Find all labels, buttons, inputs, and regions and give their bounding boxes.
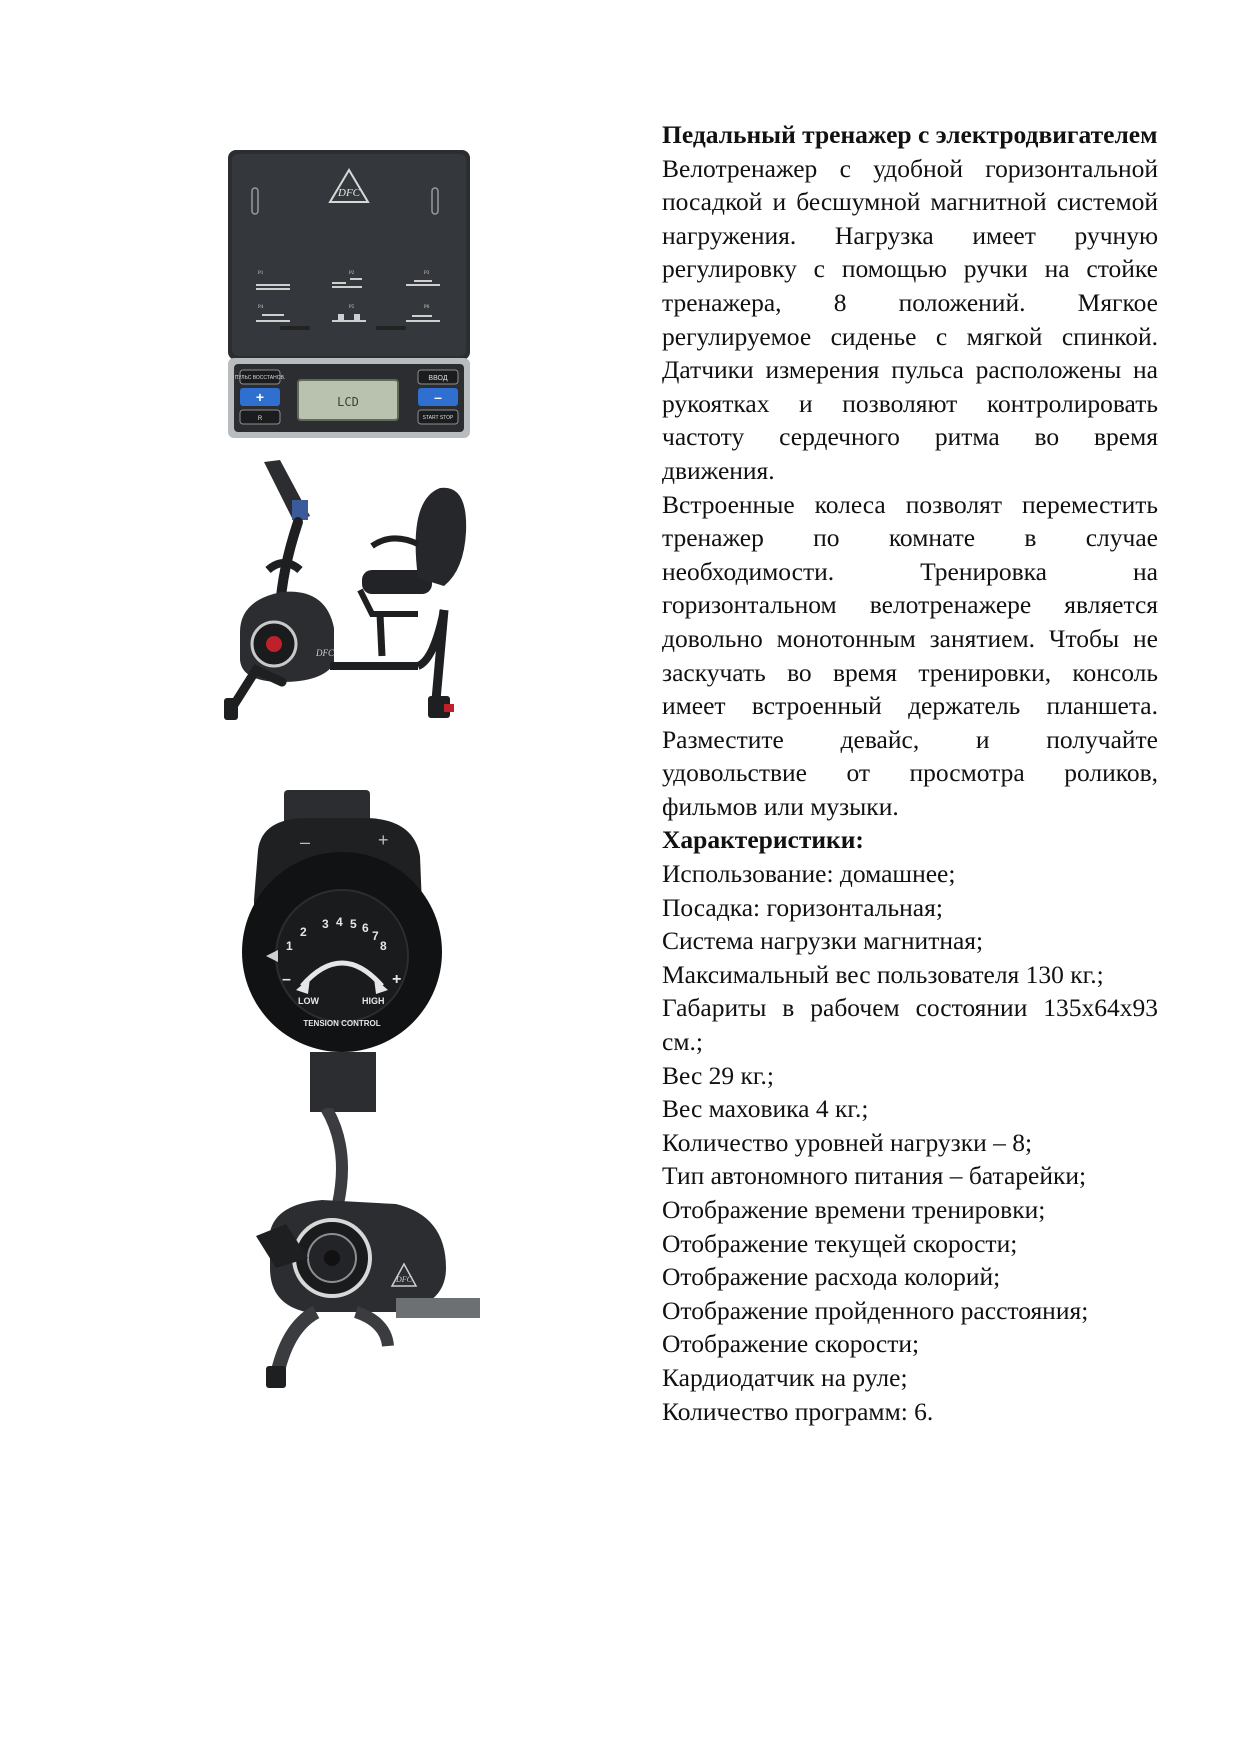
spec-item: Отображение скорости;: [662, 1329, 920, 1359]
svg-text:8: 8: [380, 939, 387, 953]
svg-text:+: +: [255, 389, 265, 405]
svg-text:P3: P3: [424, 271, 430, 276]
svg-text:–: –: [434, 389, 442, 405]
flywheel-brand-logo: DFC: [396, 1275, 412, 1284]
text-column: [662, 118, 1158, 1428]
spec-item: Отображение расхода колорий;: [662, 1262, 1001, 1292]
spec-item: Количество уровней нагрузки – 8;: [662, 1127, 1033, 1157]
description-paragraph-1: Велотренажер с удобной горизонтальной посадкой и бесшумной магнитной системой нагружения. Нагрузка имеет ручную регулировку с помощью ручки на стойке тренажера, 8 положений. Мягкое регулируемое сиденье с мягкой спинкой. Датчики измерения пульса расположены на рукоятках и позволяют контролировать частоту сердечного ритма во время движения.: [662, 153, 1158, 485]
spec-item: Максимальный вес пользователя 130 кг.;: [662, 959, 1104, 989]
document-title: Педальный тренажер с электродвигателем: [662, 120, 1158, 149]
console-photo: [226, 148, 472, 440]
svg-text:P2: P2: [349, 271, 355, 276]
svg-text:LCD: LCD: [337, 395, 359, 409]
housing-plus-label: +: [378, 830, 389, 850]
spec-item: Отображение времени тренировки;: [662, 1195, 1046, 1224]
spec-item: Посадка: горизонтальная;: [662, 892, 943, 922]
svg-text:P5: P5: [349, 305, 355, 310]
spec-item: Отображение пройденного расстояния;: [662, 1295, 1089, 1325]
pulse-button-label: ПУЛЬС ВОССТАНОВ.: [234, 375, 286, 381]
spec-item: Система нагрузки магнитная;: [662, 926, 984, 956]
svg-text:P6: P6: [424, 305, 430, 310]
svg-text:R: R: [257, 416, 263, 422]
svg-text:P4: P4: [258, 305, 264, 310]
svg-text:7: 7: [372, 929, 379, 943]
enter-button-label: ВВОД: [428, 375, 448, 382]
knob-caption: TENSION CONTROL: [303, 1019, 381, 1028]
spec-item: Использование: домашнее;: [662, 859, 956, 889]
bike-photo: [222, 460, 492, 724]
specs-list: [662, 857, 1158, 1428]
flywheel-photo: [246, 1108, 480, 1390]
svg-text:4: 4: [336, 915, 343, 929]
spec-item: Отображение текущей скорости;: [662, 1228, 1018, 1258]
svg-text:3: 3: [322, 917, 329, 931]
svg-text:6: 6: [362, 921, 369, 935]
svg-text:P1: P1: [258, 271, 264, 276]
tension-knob-photo: [238, 790, 448, 1112]
svg-text:START STOP: START STOP: [422, 415, 454, 421]
spec-item: Вес 29 кг.;: [662, 1060, 774, 1090]
console-brand-logo: DFC: [338, 187, 360, 199]
description-paragraph-2: Встроенные колеса позволят переместить тренажер по комнате в случае необходимости. Тренировка на горизонтальном велотренажере является довольно монотонным занятием. Чтобы не заскучать во время тренировки, консоль имеет встроенный держатель планшета. Разместите девайс, и получайте удовольствие от просмотра роликов, фильмов или музыки.: [662, 489, 1158, 821]
svg-text:1: 1: [286, 939, 293, 953]
housing-minus-label: –: [300, 832, 311, 852]
knob-plus-label: +: [392, 971, 402, 988]
spec-item: Кардиодатчик на руле;: [662, 1362, 908, 1392]
knob-minus-label: –: [282, 971, 291, 988]
spec-item: Количество программ: 6.: [662, 1396, 934, 1426]
svg-text:2: 2: [300, 925, 307, 939]
specs-heading: Характеристики:: [662, 825, 864, 855]
spec-item: Вес маховика 4 кг.;: [662, 1094, 869, 1124]
spec-item: Тип автономного питания – батарейки;: [662, 1161, 1087, 1191]
knob-high-label: HIGH: [362, 996, 385, 1006]
spec-item: Габариты в рабочем состоянии 135х64х93 см.;: [662, 993, 1158, 1057]
svg-text:5: 5: [350, 917, 357, 931]
bike-brand-logo: DFC: [316, 648, 334, 658]
knob-low-label: LOW: [298, 996, 319, 1006]
